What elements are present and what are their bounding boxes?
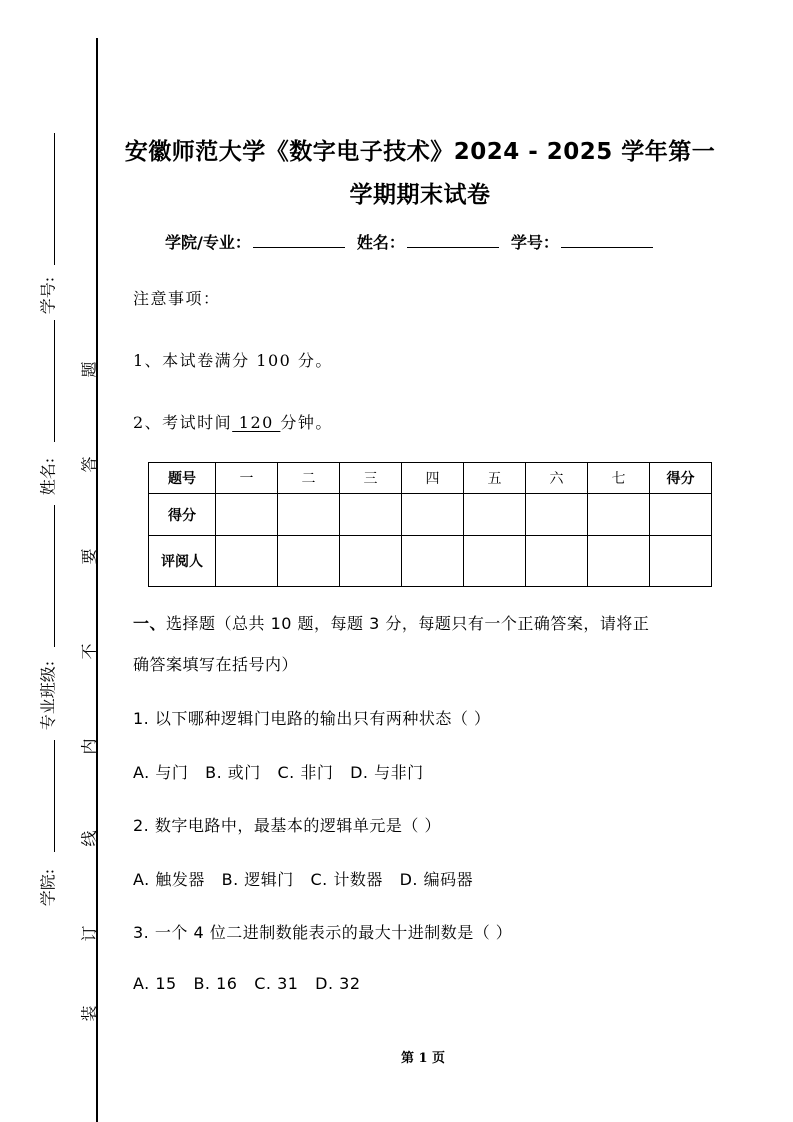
question-3-options: A. 15 B. 16 C. 31 D. 32 xyxy=(133,974,361,993)
score-cell-total[interactable] xyxy=(650,494,712,536)
score-cell[interactable] xyxy=(526,494,588,536)
binding-seal-line xyxy=(96,38,98,1122)
exam-time-value: 120 xyxy=(232,413,281,432)
student-id-label: 学号： xyxy=(510,233,559,252)
score-cell[interactable] xyxy=(402,494,464,536)
section1-number: 一、 xyxy=(133,614,167,633)
seal-char: 题 xyxy=(79,361,99,378)
reviewer-cell[interactable] xyxy=(526,536,588,587)
question-1-stem: 1. 以下哪种逻辑门电路的输出只有两种状态（ ） xyxy=(133,709,491,728)
score-table-header-row xyxy=(149,463,712,494)
seal-char: 内 xyxy=(79,738,99,755)
seal-char: 答 xyxy=(79,456,99,473)
score-row xyxy=(149,494,712,536)
margin-label-major-class: 专业班级: xyxy=(38,660,58,731)
student-id-blank-line xyxy=(54,133,55,265)
notes-item-exam-time xyxy=(133,410,333,433)
notes-heading: 注意事项： xyxy=(133,289,221,308)
reviewer-cell[interactable] xyxy=(588,536,650,587)
header-cell: 五 xyxy=(464,463,526,494)
section1-heading-line1 xyxy=(133,611,649,634)
exam-time-prefix: 2、考试时间 xyxy=(133,413,233,432)
seal-char: 线 xyxy=(79,830,99,847)
reviewer-cell[interactable] xyxy=(278,536,340,587)
name-blank-line xyxy=(54,320,55,442)
student-id-field[interactable] xyxy=(561,231,653,248)
score-table xyxy=(148,462,712,587)
seal-char: 不 xyxy=(79,643,99,660)
margin-label-name: 姓名: xyxy=(38,457,58,496)
question-1-options: A. 与门 B. 或门 C. 非门 D. 与非门 xyxy=(133,763,424,782)
question-2-stem: 2. 数字电路中，最基本的逻辑单元是（ ） xyxy=(133,816,441,835)
question-3-stem: 3. 一个 4 位二进制数能表示的最大十进制数是（ ） xyxy=(133,923,513,942)
exam-title-line1: 安徽师范大学《数字电子技术》2024 - 2025 学年第一 xyxy=(124,139,716,165)
header-cell-question-no: 题号 xyxy=(149,463,216,494)
reviewer-cell[interactable] xyxy=(464,536,526,587)
student-info-row xyxy=(165,230,653,253)
exam-title-line2: 学期期末试卷 xyxy=(349,182,491,208)
margin-label-college: 学院: xyxy=(38,868,58,907)
header-cell: 三 xyxy=(340,463,402,494)
seal-char: 要 xyxy=(79,548,99,565)
score-cell[interactable] xyxy=(340,494,402,536)
name-label: 姓名： xyxy=(356,233,405,252)
major-class-blank-line xyxy=(54,505,55,647)
header-cell: 二 xyxy=(278,463,340,494)
reviewer-cell[interactable] xyxy=(402,536,464,587)
reviewer-row xyxy=(149,536,712,587)
section1-heading-line2: 确答案填写在括号内） xyxy=(133,655,299,674)
header-cell: 四 xyxy=(402,463,464,494)
seal-char: 装 xyxy=(79,1005,99,1022)
page-number: 第 1 页 xyxy=(400,1051,446,1066)
reviewer-cell-total[interactable] xyxy=(650,536,712,587)
row-label-score: 得分 xyxy=(149,494,216,536)
seal-char: 订 xyxy=(79,925,99,942)
header-cell: 一 xyxy=(216,463,278,494)
reviewer-cell[interactable] xyxy=(216,536,278,587)
header-cell-total: 得分 xyxy=(650,463,712,494)
question-2-options: A. 触发器 B. 逻辑门 C. 计数器 D. 编码器 xyxy=(133,870,474,889)
notes-item-full-score: 1、本试卷满分 100 分。 xyxy=(133,351,333,370)
college-major-label: 学院/专业： xyxy=(165,233,251,252)
margin-label-student-id: 学号: xyxy=(38,276,58,315)
college-major-field[interactable] xyxy=(253,231,345,248)
name-field[interactable] xyxy=(407,231,499,248)
section1-instructions: 选择题（总共 10 题，每题 3 分，每题只有一个正确答案，请将正 xyxy=(166,614,650,633)
row-label-reviewer: 评阅人 xyxy=(149,536,216,587)
college-blank-line xyxy=(54,740,55,852)
reviewer-cell[interactable] xyxy=(340,536,402,587)
score-cell[interactable] xyxy=(278,494,340,536)
score-cell[interactable] xyxy=(588,494,650,536)
header-cell: 六 xyxy=(526,463,588,494)
score-cell[interactable] xyxy=(216,494,278,536)
score-cell[interactable] xyxy=(464,494,526,536)
header-cell: 七 xyxy=(588,463,650,494)
exam-time-suffix: 分钟。 xyxy=(280,413,333,432)
